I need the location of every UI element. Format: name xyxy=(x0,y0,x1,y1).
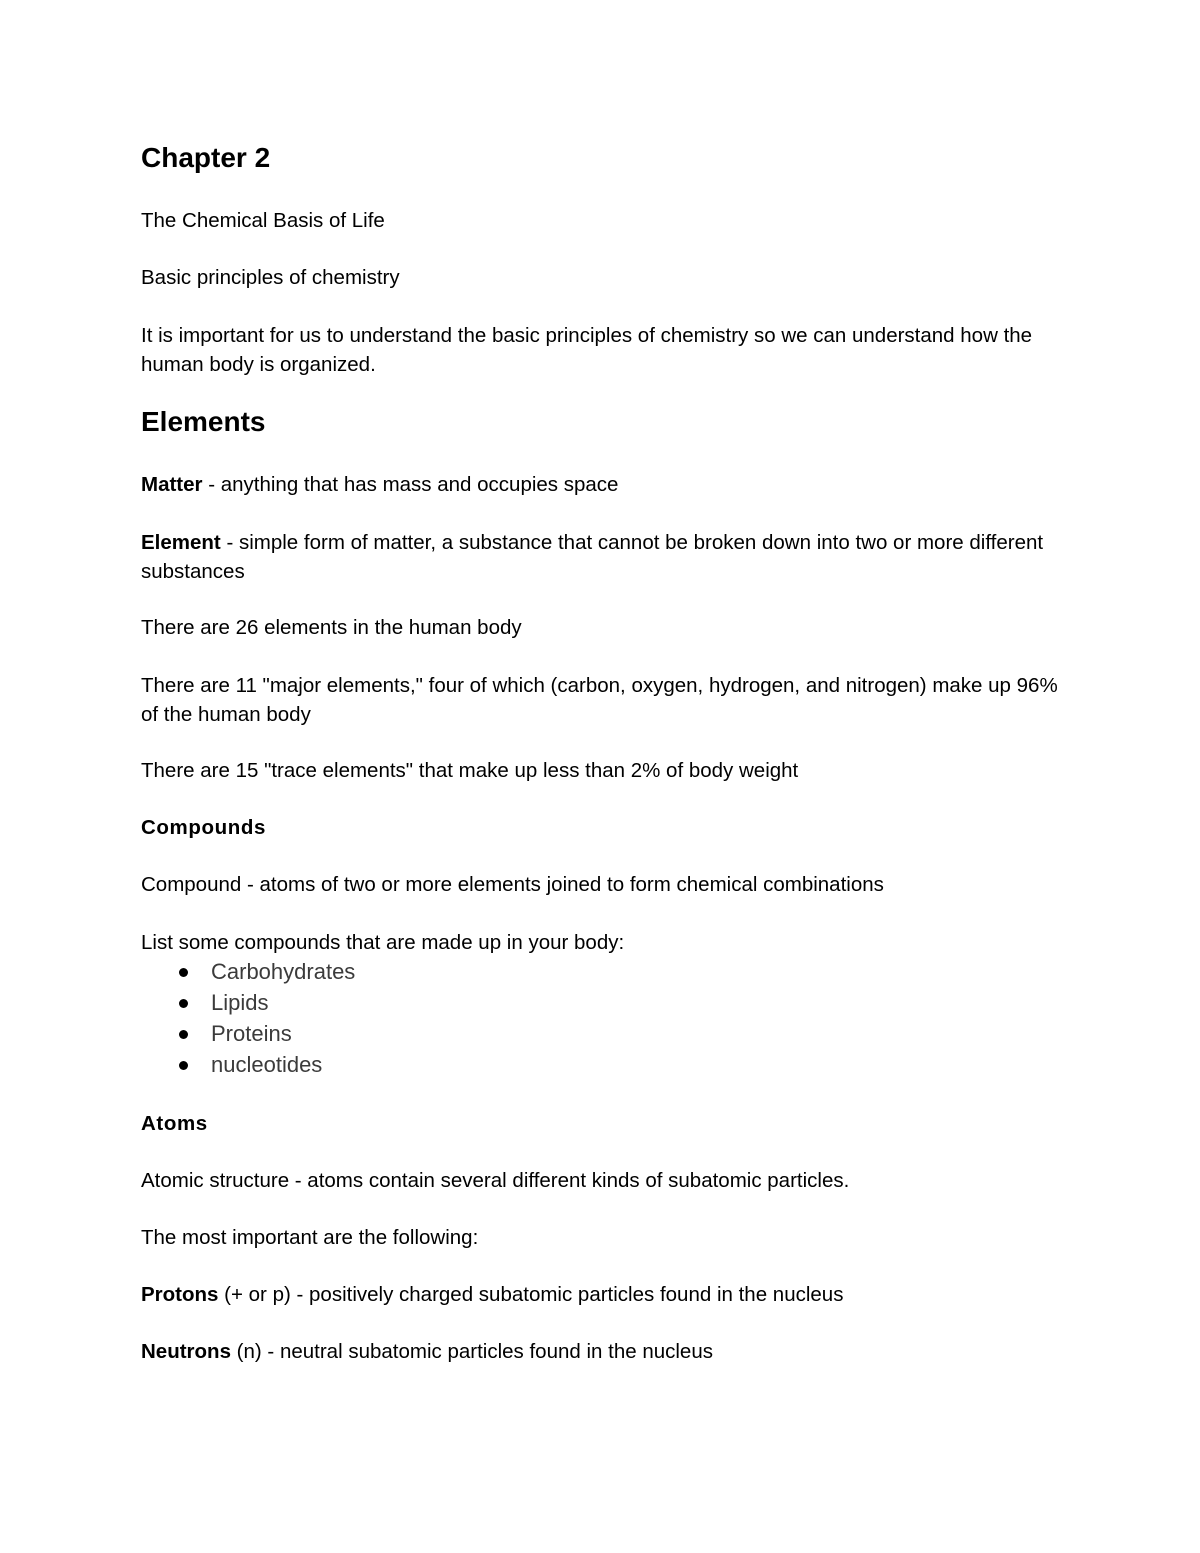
list-item-text: nucleotides xyxy=(211,1052,323,1077)
matter-text: - anything that has mass and occupies space xyxy=(202,473,619,496)
compounds-list-prompt: List some compounds that are made up in your body: xyxy=(141,931,625,954)
elements-fact-1: There are 26 elements in the human body xyxy=(141,616,522,639)
list-item xyxy=(141,1049,355,1080)
list-item-text: Carbohydrates xyxy=(211,959,356,984)
list-item-text: Lipids xyxy=(211,990,269,1015)
intro-heading: Basic principles of chemistry xyxy=(141,266,400,289)
chapter-title: Chapter 2 xyxy=(141,142,271,173)
matter-term: Matter xyxy=(141,473,203,496)
elements-heading: Elements xyxy=(141,406,266,437)
bullet-icon xyxy=(179,1030,188,1039)
protons-text: (+ or p) - positively charged subatomic particles found in the nucleus xyxy=(218,1283,844,1306)
bullet-icon xyxy=(179,1061,188,1070)
elements-fact-2: There are 11 "major elements," four of which (carbon, oxygen, hydrogen, and nitrogen) make up 96% of the human body xyxy=(141,674,1058,726)
elements-fact-3: There are 15 "trace elements" that make up less than 2% of body weight xyxy=(141,759,799,782)
atoms-heading: Atoms xyxy=(141,1112,208,1135)
list-item xyxy=(141,1018,355,1049)
list-item xyxy=(141,987,355,1018)
atomic-structure: Atomic structure - atoms contain several different kinds of subatomic particles. xyxy=(141,1169,850,1192)
list-item-text: Proteins xyxy=(211,1021,292,1046)
chapter-subtitle: The Chemical Basis of Life xyxy=(141,209,385,232)
matter-definition xyxy=(141,471,1071,500)
neutrons-text: (n) - neutral subatomic particles found in the nucleus xyxy=(230,1340,713,1363)
most-important-line: The most important are the following: xyxy=(141,1226,479,1249)
compounds-heading: Compounds xyxy=(141,816,266,839)
bullet-icon xyxy=(179,999,188,1008)
protons-definition xyxy=(141,1281,1071,1310)
neutrons-term: Neutrons xyxy=(141,1340,231,1363)
compound-definition: Compound - atoms of two or more elements joined to form chemical combinations xyxy=(141,873,884,896)
list-item xyxy=(141,956,355,987)
bullet-icon xyxy=(179,968,188,977)
neutrons-definition xyxy=(141,1338,1071,1367)
element-definition xyxy=(141,529,1071,586)
element-text: - simple form of matter, a substance that cannot be broken down into two or more different substances xyxy=(141,531,1044,583)
protons-term: Protons xyxy=(141,1283,219,1306)
element-term: Element xyxy=(141,531,221,554)
intro-paragraph: It is important for us to understand the basic principles of chemistry so we can understand how the human body is organized. xyxy=(141,324,1033,376)
compounds-list xyxy=(141,956,355,1080)
